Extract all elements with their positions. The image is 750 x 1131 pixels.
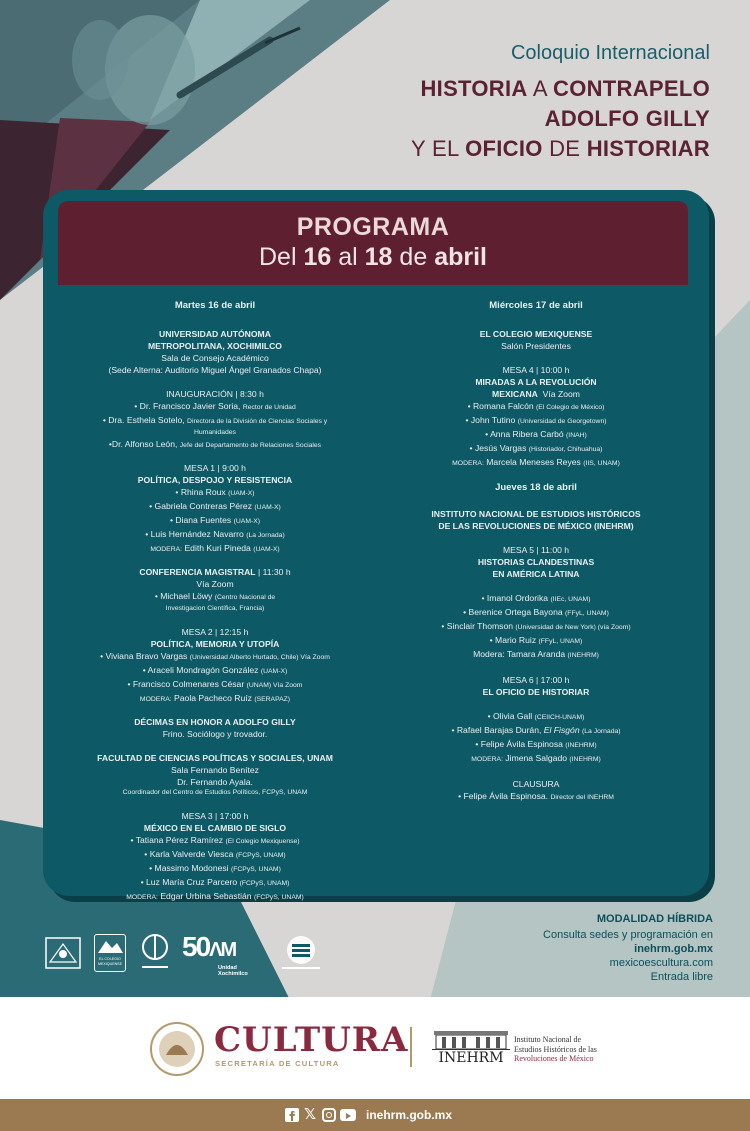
footer-url[interactable]: inehrm.gob.mx [366, 1108, 453, 1122]
partner-logos [44, 932, 334, 976]
title-line-2: ADOLFO GILLY [544, 106, 710, 131]
kicker: Coloquio Internacional [510, 42, 710, 64]
moderator: MODERA: Edith Kuri Pineda (UAM-X) [150, 543, 280, 553]
speaker: • Luz María Cruz Parcero (FCPyS, UNAM) [140, 877, 290, 887]
session-title: MIRADAS A LA REVOLUCIÓN [475, 377, 597, 387]
speaker: • Karla Valverde Viesca (FCPyS, UNAM) [144, 849, 286, 859]
speaker: •Dr. Alfonso León, Jefe del Departamento de Relaciones Sociales [108, 439, 322, 449]
program-right-column [380, 300, 692, 804]
speaker: • Tatiana Pérez Ramírez (El Colegio Mexiquense) [130, 835, 300, 845]
speaker: • Felipe Ávila Espinosa (INEHRM) [475, 739, 597, 749]
session-title: MÉXICO EN EL CAMBIO DE SIGLO [143, 823, 287, 833]
session-mode: Vía Zoom [196, 579, 234, 589]
x-twitter-icon[interactable]: 𝕏 [304, 1106, 317, 1123]
program-left-column [60, 300, 370, 904]
speaker: • Rhina Roux (UAM-X) [175, 487, 255, 497]
speaker: • Berenice Ortega Bayona (FFyL, UNAM) [463, 607, 609, 617]
speaker: • Dr. Francisco Javier Soria, Rector de Unidad [134, 401, 296, 411]
venue-name: INSTITUTO NACIONAL DE ESTUDIOS HISTÓRICOS [431, 509, 641, 519]
speaker: • Romana Falcón (El Colegio de México) [467, 401, 605, 411]
moderator: MODERA: Jimena Salgado (INEHRM) [471, 753, 601, 763]
colegio-mexiquense-logo-icon [94, 934, 126, 972]
session-title: HISTORIAS CLANDESTINAS [477, 557, 595, 567]
moderator: MODERA: Paola Pacheco Ruíz (SERAPAZ) [139, 693, 291, 703]
inehrm-fullname: Instituto Nacional de Estudios Históricos de las Revoluciones de México [514, 1035, 597, 1063]
title-line-1: HISTORIA A CONTRAPELO [420, 76, 710, 101]
speaker: • Michael Löwy (Centro Nacional de [154, 591, 276, 601]
inehrm-seal-icon [278, 934, 324, 972]
speaker: • Imanol Ordorika (IIEc, UNAM) [481, 593, 591, 603]
day-heading: Martes 16 de abril [174, 300, 256, 311]
unam-logo-icon [44, 934, 82, 972]
speaker-note: Humanidades [194, 429, 236, 436]
moderator: Modera: Tamara Aranda (INEHRM) [473, 649, 599, 659]
header [190, 40, 710, 164]
ceiich-logo-icon [138, 932, 172, 974]
facebook-icon[interactable] [285, 1108, 299, 1122]
moderator: MODERA: Marcela Meneses Reyes (IIS, UNAM) [452, 457, 620, 467]
speaker: • John Tutino (Universidad de Georgetown) [465, 415, 607, 425]
youtube-icon[interactable] [340, 1109, 356, 1121]
uam-50-logo-icon: 50ΛM Unidad Xochimilco [182, 932, 264, 974]
session-heading: MESA 6 | 17:00 h [502, 675, 570, 685]
venue-name: DE LAS REVOLUCIONES DE MÉXICO (INEHRM) [438, 521, 634, 531]
event-free: Entrada libre [650, 971, 713, 983]
session-heading: INAUGURACIÓN | 8:30 h [166, 389, 264, 399]
event-info [453, 912, 713, 984]
session-heading: MESA 5 | 11:00 h [502, 545, 570, 555]
event-link[interactable]: mexicoescultura.com [609, 957, 713, 969]
event-consult: Consulta sedes y programación en [543, 929, 713, 941]
footer-bar [0, 1099, 750, 1131]
sponsor-divider [410, 1027, 412, 1067]
speaker: • Sinclair Thomson (Universidad de New York) (vía Zoom) [441, 621, 631, 631]
session-title: POLÍTICA, DESPOJO Y RESISTENCIA [137, 475, 293, 485]
special-event-title: DÉCIMAS EN HONOR A ADOLFO GILLY [134, 717, 296, 727]
session-heading: CLAUSURA [512, 779, 560, 789]
venue-name: METROPOLITANA, XOCHIMILCO [148, 341, 282, 351]
speaker: • Gabriela Contreras Pérez (UAM-X) [149, 501, 281, 511]
sponsor-band [0, 997, 750, 1099]
program-banner [58, 201, 688, 285]
speaker: • Massimo Modonesi (FCPyS, UNAM) [149, 863, 281, 873]
session-heading: MESA 2 | 12:15 h [181, 627, 249, 637]
instagram-icon[interactable] [322, 1108, 336, 1122]
venue-room: Sala Fernando Benítez [171, 765, 259, 775]
session-heading: CONFERENCIA MAGISTRAL | 11:30 h [139, 567, 291, 577]
title-line-3: Y EL OFICIO DE HISTORIAR [410, 136, 710, 161]
venue-name: EL COLEGIO MEXIQUENSE [479, 329, 593, 339]
event-mode: MODALIDAD HÍBRIDA [596, 913, 713, 925]
day-heading: Miércoles 17 de abril [489, 300, 583, 311]
speaker: • Olivia Gall (CEIICH-UNAM) [487, 711, 585, 721]
event-link[interactable]: inehrm.gob.mx [634, 943, 713, 955]
venue-room: Salón Presidentes [501, 341, 571, 351]
speaker: • Luis Hernández Navarro (La Jornada) [145, 529, 285, 539]
speaker: • Dra. Esthela Sotelo, Directora de la División de Ciencias Sociales y [102, 415, 328, 425]
speaker: • Mario Ruiz (FFyL, UNAM) [489, 635, 583, 645]
session-title: POLÍTICA, MEMORIA Y UTOPÍA [150, 639, 280, 649]
inehrm-wordmark: INEHRM [432, 1049, 510, 1066]
session-heading: MESA 3 | 17:00 h [181, 811, 249, 821]
session-heading: MESA 4 | 10:00 h [502, 365, 570, 375]
speaker: • Felipe Ávila Espinosa. Director del INEHRM [458, 791, 614, 801]
speaker: • Araceli Mondragón González (UAM-X) [142, 665, 288, 675]
program-dates: Del 16 al 18 de abril [259, 243, 487, 271]
cultura-wordmark: CULTURA [214, 1020, 409, 1060]
speaker: • Francisco Colmenares César (UNAM) Vía Zoom [127, 679, 303, 689]
day-heading: Jueves 18 de abril [495, 482, 577, 493]
cultura-subtitle: SECRETARÍA DE CULTURA [215, 1059, 340, 1068]
venue-name: FACULTAD DE CIENCIAS POLÍTICAS Y SOCIALES, UNAM [97, 753, 333, 763]
venue-alt: (Sede Alterna: Auditorio Miguel Ángel Granados Chapa) [108, 365, 322, 375]
moderator: MODERA: Edgar Urbina Sebastián (FCPyS, UNAM) [126, 891, 304, 901]
inehrm-building-logo-icon [432, 1027, 510, 1067]
session-title: EN AMÉRICA LATINA [492, 569, 580, 579]
program-title: PROGRAMA [296, 213, 450, 241]
venue-name: UNIVERSIDAD AUTÓNOMA [159, 329, 271, 339]
speaker: • Diana Fuentes (UAM-X) [169, 515, 261, 525]
speaker-note: Coordinador del Centro de Estudios Políticos, FCPyS, UNAM [122, 789, 308, 796]
special-event-detail: Frino. Sociólogo y trovador. [162, 729, 268, 739]
colegio-logo-text: EL COLEGIO MEXIQUENSE [98, 957, 122, 966]
session-heading: MESA 1 | 9:00 h [184, 463, 246, 473]
uam-logo-text: Unidad Xochimilco [218, 965, 248, 977]
session-title: EL OFICIO DE HISTORIAR [482, 687, 590, 697]
mexico-shield-icon [148, 1021, 206, 1077]
speaker: • Viviana Bravo Vargas (Universidad Alberto Hurtado, Chile) Vía Zoom [100, 651, 330, 661]
speaker: • Jesús Vargas (Historiador, Chihuahua) [469, 443, 603, 453]
speaker: • Rafael Barajas Durán, El Fisgón (La Jornada) [451, 725, 621, 735]
speaker: Dr. Fernando Ayala. [177, 777, 253, 787]
speaker-note: Investigacion Científica, Francia) [165, 605, 265, 612]
session-title: MEXICANA Vía Zoom [492, 389, 580, 399]
venue-room: Sala de Consejo Académico [161, 353, 269, 363]
speaker: • Anna Ribera Carbó (INAH) [485, 429, 587, 439]
